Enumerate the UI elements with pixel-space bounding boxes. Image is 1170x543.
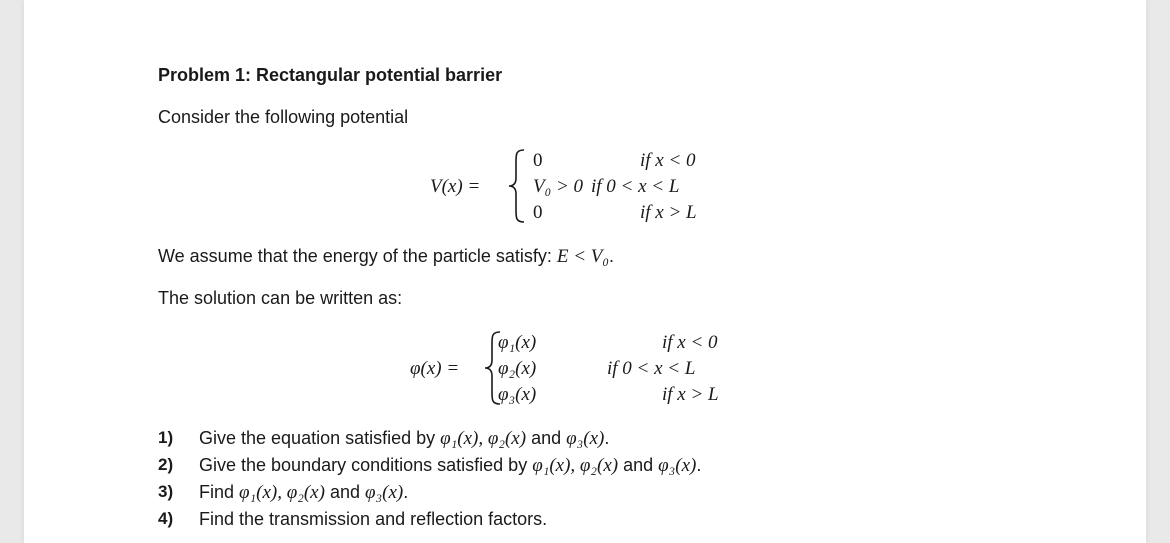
assumption-math: E < V₀ (556, 246, 610, 267)
question-2-math2: φ₃(x) (658, 455, 697, 476)
question-2-math: φ₁(x), φ₂(x) (532, 455, 619, 476)
question-1-math2: φ₃(x) (566, 428, 605, 449)
solution-lhs: φ(x) = (410, 358, 460, 379)
question-3-math2: φ₃(x) (365, 482, 404, 503)
question-1-text (199, 428, 609, 450)
potential-case-3-value: 0 (533, 202, 543, 223)
question-1-math: φ₁(x), φ₂(x) (440, 428, 527, 449)
assumption-line (158, 246, 614, 268)
potential-case-2-value: V₀ > 0 (533, 176, 584, 197)
question-2-text-b: and (618, 455, 659, 475)
question-3-text-a: Find (199, 482, 240, 502)
intro-text: Consider the following potential (158, 107, 409, 127)
question-3-text (199, 482, 408, 504)
question-3-number: 3) (158, 482, 174, 501)
potential-case-3-condition: if x > L (640, 202, 697, 223)
potential-lhs: V(x) = (430, 176, 481, 197)
question-2-text-c: . (696, 455, 702, 475)
solution-case-3-condition: if x > L (662, 384, 719, 405)
question-1-text-b: and (526, 428, 567, 448)
solution-case-2-value: φ₂(x) (498, 358, 537, 379)
question-2-text (199, 455, 701, 477)
question-4-text (199, 509, 547, 530)
question-1-text-a: Give the equation satisfied by (199, 428, 441, 448)
potential-case-1-value: 0 (533, 150, 543, 171)
question-2-text-a: Give the boundary conditions satisfied by (199, 455, 533, 475)
potential-case-1-condition: if x < 0 (640, 150, 696, 171)
solution-case-1-value: φ₁(x) (498, 332, 537, 353)
potential-case-2-condition: if 0 < x < L (591, 176, 680, 197)
question-3-text-c: . (403, 482, 409, 502)
solution-case-1-condition: if x < 0 (662, 332, 718, 353)
question-2-number: 2) (158, 455, 174, 474)
question-3-math: φ₁(x), φ₂(x) (239, 482, 325, 503)
document-page (24, 0, 1146, 543)
solution-case-2-condition: if 0 < x < L (607, 358, 696, 379)
question-1-text-c: . (604, 428, 610, 448)
solution-intro-text: The solution can be written as: (158, 288, 403, 308)
solution-case-3-value: φ₃(x) (498, 384, 537, 405)
potential-brace (506, 148, 528, 224)
question-4-number: 4) (158, 509, 174, 528)
question-4-text-a: Find the transmission and reflection factors. (199, 509, 548, 529)
question-1-number: 1) (158, 428, 174, 447)
question-3-text-b: and (324, 482, 365, 502)
assumption-text: We assume that the energy of the particle satisfy: (158, 246, 557, 266)
problem-title: Problem 1: Rectangular potential barrier (158, 65, 503, 85)
assumption-period: . (609, 246, 615, 266)
